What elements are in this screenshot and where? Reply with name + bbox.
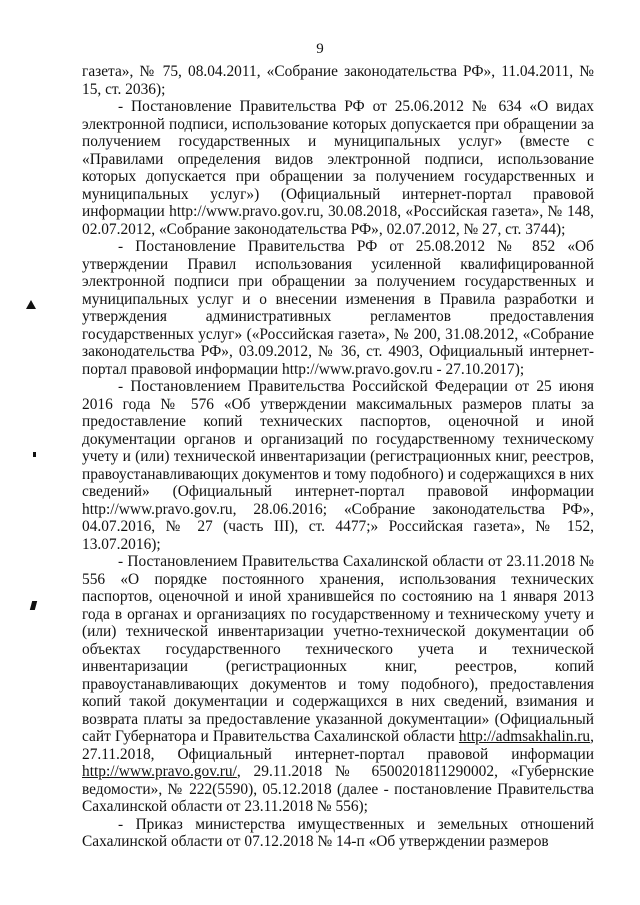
paragraph-resolution-556 (82, 553, 594, 816)
paragraph-text: - Постановлением Правительства Сахалинской области от 23.11.2018 № 556 «О порядке постоянного хранения, использования технических паспортов, оценочной и иной хранившейся по состоянию на 1 января 2013 года в органах и организациях по государственному и техническому учету и (или) технической инвентаризации учетно-технической документации об объектах государственного технического учета и технической инвентаризации (регистрационных книг, реестров, копий правоустанавливающих документов и тому подобного), предоставления копий такой документации и содержащихся в них сведений, взимания и возврата платы за предоставление указанной документации» (Официальный сайт Губернатора и Правительства Сахалинской области (82, 553, 594, 745)
link-pravo[interactable]: http://www.pravo.gov.ru/ (82, 763, 237, 780)
paragraph-resolution-634: - Постановление Правительства РФ от 25.06.2012 № 634 «О видах электронной подписи, использование которых допускается при обращении за получением государственных и муниципальных услуг» (вместе с «Правилами определения видов электронной подписи, использование которых допускается при обращении за получением государственных и муниципальных услуг») (Официальный интернет-портал правовой информации http://www.pravo.gov.ru, 30.08.2018, «Российская газета», № 148, 02.07.2012, «Собрание законодательства РФ», 02.07.2012, № 27, ст. 3744); (82, 98, 594, 238)
paragraph-continuation: газета», № 75, 08.04.2011, «Собрание законодательства РФ», 11.04.2011, № 15, ст. 2036); (82, 63, 594, 98)
margin-scan-mark (30, 601, 37, 610)
document-body (82, 63, 594, 851)
margin-scan-mark (33, 452, 36, 457)
paragraph-order-14p: - Приказ министерства имущественных и земельных отношений Сахалинской области от 07.12.2018 № 14-п «Об утверждении размеров (82, 815, 594, 850)
paragraph-resolution-576: - Постановлением Правительства Российской Федерации от 25 июня 2016 года № 576 «Об утверждении максимальных размеров платы за предоставление копий технических паспортов, оценочной и иной документации органов и организаций по государственному техническому учету и (или) технической инвентаризации (регистрационных книг, реестров, правоустанавливающих документов и тому подобного) и содержащихся в них сведений» (Официальный интернет-портал правовой информации http://www.pravo.gov.ru, 28.06.2016; «Собрание законодательства РФ», 04.07.2016, № 27 (часть III), ст. 4477;» Российская газета», № 152, 13.07.2016); (82, 378, 594, 553)
paragraph-text: , 29.11.2018 № 6500201811290002, «Губернские ведомости», № 222(5590), 05.12.2018 (далее - постановление Правительства Сахалинской области от 23.11.2018 № 556); (82, 763, 594, 815)
paragraph-text: , 27.11.2018, Официальный интернет-портал правовой информации (82, 728, 594, 763)
paragraph-resolution-852: - Постановление Правительства РФ от 25.08.2012 № 852 «Об утверждении Правил использования усиленной квалифицированной электронной подписи при обращении за получением государственных и муниципальных услуг и о внесении изменения в Правила разработки и утверждения административных регламентов предоставления государственных услуг» («Российская газета», № 200, 31.08.2012, «Собрание законодательства РФ», 03.09.2012, № 36, ст. 4903, Официальный интернет-портал правовой информации http://www.pravo.gov.ru - 27.10.2017); (82, 238, 594, 378)
margin-scan-mark (26, 300, 36, 309)
page-number: 9 (316, 41, 324, 57)
link-admsakhalin[interactable]: http://admsakhalin.ru (458, 728, 591, 745)
